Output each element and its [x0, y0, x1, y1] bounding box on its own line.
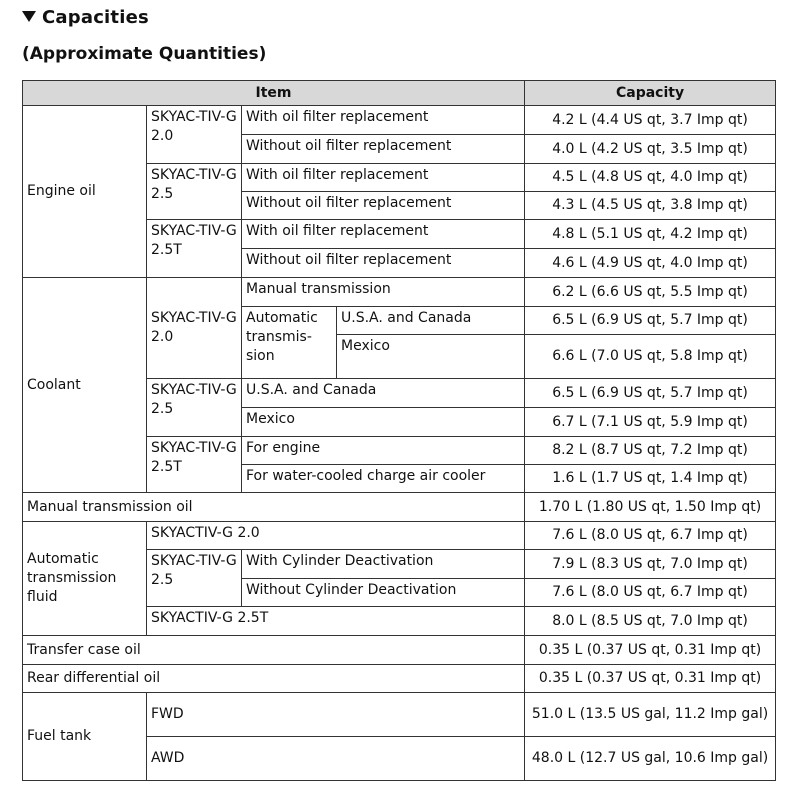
cell-capacity: 4.2 L (4.4 US qt, 3.7 Imp qt) — [525, 106, 776, 135]
cell-condition: U.S.A. and Canada — [242, 379, 525, 408]
cell-capacity: 4.5 L (4.8 US qt, 4.0 Imp qt) — [525, 164, 776, 192]
cell-capacity: 8.2 L (8.7 US qt, 7.2 Imp qt) — [525, 437, 776, 465]
cell-condition: Mexico — [242, 408, 525, 437]
cell-capacity: 6.6 L (7.0 US qt, 5.8 Imp qt) — [525, 335, 776, 379]
cell-condition: Manual transmission — [242, 278, 525, 307]
manual-trans-oil-label: Manual transmission oil — [23, 493, 525, 522]
table-row — [23, 278, 776, 307]
cell-condition: SKYACTIV-G 2.0 — [147, 522, 525, 550]
cell-condition: For engine — [242, 437, 525, 465]
cell-capacity: 48.0 L (12.7 US gal, 10.6 Imp gal) — [525, 737, 776, 781]
triangle-down-icon — [22, 11, 36, 22]
cell-condition: With oil filter replacement — [242, 164, 525, 192]
cell-capacity: 0.35 L (0.37 US qt, 0.31 Imp qt) — [525, 636, 776, 665]
cell-capacity: 6.2 L (6.6 US qt, 5.5 Imp qt) — [525, 278, 776, 307]
table-row — [23, 636, 776, 665]
atf-label: Automatic transmission fluid — [23, 522, 147, 636]
cell-capacity: 1.6 L (1.7 US qt, 1.4 Imp qt) — [525, 465, 776, 493]
coolant-g25t: SKYAC-TIV-G 2.5T — [147, 437, 242, 493]
cell-capacity: 4.6 L (4.9 US qt, 4.0 Imp qt) — [525, 249, 776, 278]
cell-capacity: 0.35 L (0.37 US qt, 0.31 Imp qt) — [525, 665, 776, 693]
cell-capacity: 4.3 L (4.5 US qt, 3.8 Imp qt) — [525, 192, 776, 220]
cell-capacity: 6.5 L (6.9 US qt, 5.7 Imp qt) — [525, 307, 776, 335]
table-row — [23, 106, 776, 135]
cell-region: U.S.A. and Canada — [337, 307, 525, 335]
table-row — [23, 493, 776, 522]
header-capacity: Capacity — [525, 81, 776, 106]
cell-capacity: 4.0 L (4.2 US qt, 3.5 Imp qt) — [525, 135, 776, 164]
engine-oil-label: Engine oil — [23, 106, 147, 278]
coolant-automatic: Automatic transmis-sion — [242, 307, 337, 379]
coolant-g25: SKYAC-TIV-G 2.5 — [147, 379, 242, 437]
cell-condition: FWD — [147, 693, 525, 737]
cell-capacity: 6.7 L (7.1 US qt, 5.9 Imp qt) — [525, 408, 776, 437]
coolant-g20: SKYAC-TIV-G 2.0 — [147, 278, 242, 379]
fuel-tank-label: Fuel tank — [23, 693, 147, 781]
cell-condition: AWD — [147, 737, 525, 781]
cell-condition: Without oil filter replacement — [242, 249, 525, 278]
cell-capacity: 7.6 L (8.0 US qt, 6.7 Imp qt) — [525, 522, 776, 550]
cell-condition: With oil filter replacement — [242, 220, 525, 249]
capacities-table — [22, 80, 776, 781]
cell-capacity: 1.70 L (1.80 US qt, 1.50 Imp qt) — [525, 493, 776, 522]
cell-condition: SKYACTIV-G 2.5T — [147, 607, 525, 636]
cell-condition: Without oil filter replacement — [242, 135, 525, 164]
table-row — [23, 693, 776, 737]
table-row — [23, 665, 776, 693]
cell-condition: Without oil filter replacement — [242, 192, 525, 220]
cell-capacity: 6.5 L (6.9 US qt, 5.7 Imp qt) — [525, 379, 776, 408]
engine-oil-g25t: SKYAC-TIV-G 2.5T — [147, 220, 242, 278]
rear-diff-oil-label: Rear differential oil — [23, 665, 525, 693]
section-heading — [22, 7, 149, 28]
transfer-case-oil-label: Transfer case oil — [23, 636, 525, 665]
engine-oil-g25: SKYAC-TIV-G 2.5 — [147, 164, 242, 220]
cell-region: Mexico — [337, 335, 525, 379]
cell-condition: For water-cooled charge air cooler — [242, 465, 525, 493]
heading-text: Capacities — [42, 7, 149, 28]
cell-capacity: 7.9 L (8.3 US qt, 7.0 Imp qt) — [525, 550, 776, 579]
table-header-row — [23, 81, 776, 106]
atf-g25: SKYAC-TIV-G 2.5 — [147, 550, 242, 607]
cell-condition: With Cylinder Deactivation — [242, 550, 525, 579]
cell-capacity: 7.6 L (8.0 US qt, 6.7 Imp qt) — [525, 579, 776, 607]
header-item: Item — [23, 81, 525, 106]
table-row — [23, 522, 776, 550]
cell-condition: With oil filter replacement — [242, 106, 525, 135]
engine-oil-g20: SKYAC-TIV-G 2.0 — [147, 106, 242, 164]
section-subheading: (Approximate Quantities) — [22, 44, 267, 64]
cell-capacity: 51.0 L (13.5 US gal, 11.2 Imp gal) — [525, 693, 776, 737]
cell-capacity: 4.8 L (5.1 US qt, 4.2 Imp qt) — [525, 220, 776, 249]
cell-capacity: 8.0 L (8.5 US qt, 7.0 Imp qt) — [525, 607, 776, 636]
coolant-label: Coolant — [23, 278, 147, 493]
cell-condition: Without Cylinder Deactivation — [242, 579, 525, 607]
